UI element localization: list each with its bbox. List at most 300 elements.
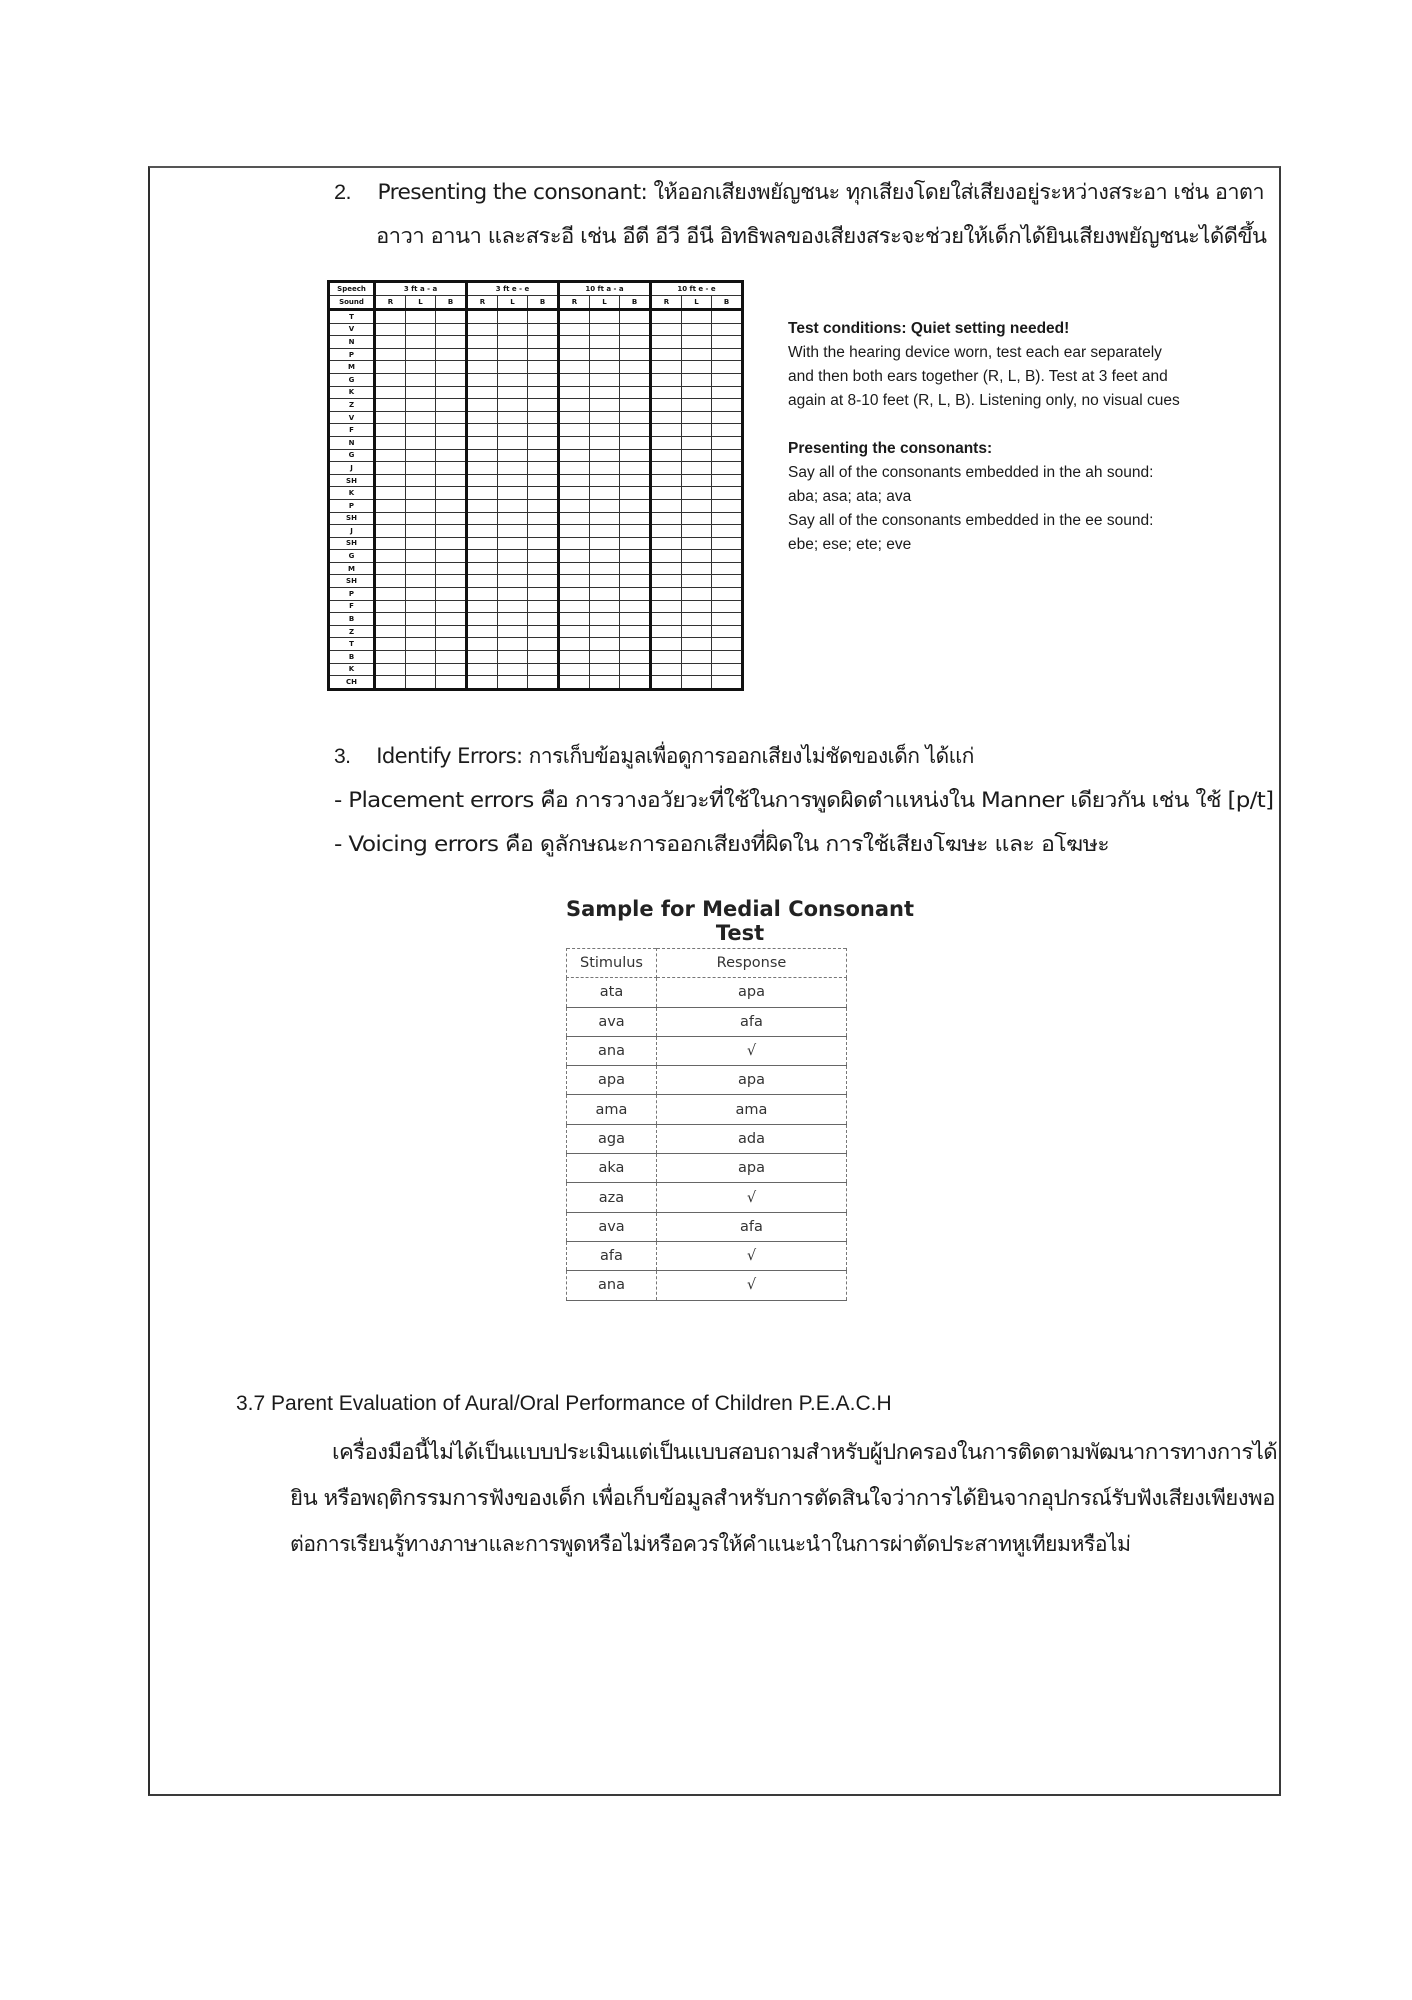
grid-response-cell[interactable] xyxy=(651,424,682,437)
grid-response-cell[interactable] xyxy=(528,411,559,424)
grid-response-cell[interactable] xyxy=(436,651,467,664)
grid-response-cell[interactable] xyxy=(406,336,436,349)
grid-response-cell[interactable] xyxy=(498,361,528,374)
grid-response-cell[interactable] xyxy=(651,411,682,424)
grid-response-cell[interactable] xyxy=(559,487,590,500)
grid-response-cell[interactable] xyxy=(559,588,590,601)
grid-response-cell[interactable] xyxy=(620,575,651,588)
grid-response-cell[interactable] xyxy=(620,663,651,676)
grid-response-cell[interactable] xyxy=(406,373,436,386)
grid-response-cell[interactable] xyxy=(528,348,559,361)
grid-response-cell[interactable] xyxy=(651,613,682,626)
grid-response-cell[interactable] xyxy=(467,449,498,462)
grid-response-cell[interactable] xyxy=(436,537,467,550)
grid-response-cell[interactable] xyxy=(712,562,743,575)
grid-response-cell[interactable] xyxy=(528,399,559,412)
grid-response-cell[interactable] xyxy=(436,638,467,651)
grid-response-cell[interactable] xyxy=(467,499,498,512)
grid-response-cell[interactable] xyxy=(559,336,590,349)
grid-response-cell[interactable] xyxy=(651,474,682,487)
grid-response-cell[interactable] xyxy=(528,361,559,374)
grid-response-cell[interactable] xyxy=(682,600,712,613)
grid-response-cell[interactable] xyxy=(559,474,590,487)
grid-response-cell[interactable] xyxy=(620,499,651,512)
grid-response-cell[interactable] xyxy=(712,676,743,690)
grid-response-cell[interactable] xyxy=(590,411,620,424)
grid-response-cell[interactable] xyxy=(436,361,467,374)
grid-response-cell[interactable] xyxy=(375,487,406,500)
grid-response-cell[interactable] xyxy=(498,625,528,638)
grid-response-cell[interactable] xyxy=(590,676,620,690)
grid-response-cell[interactable] xyxy=(651,323,682,336)
grid-response-cell[interactable] xyxy=(528,638,559,651)
grid-response-cell[interactable] xyxy=(467,651,498,664)
grid-response-cell[interactable] xyxy=(682,361,712,374)
grid-response-cell[interactable] xyxy=(375,562,406,575)
grid-response-cell[interactable] xyxy=(590,348,620,361)
grid-response-cell[interactable] xyxy=(436,436,467,449)
grid-response-cell[interactable] xyxy=(498,462,528,475)
grid-response-cell[interactable] xyxy=(467,323,498,336)
grid-response-cell[interactable] xyxy=(498,386,528,399)
grid-response-cell[interactable] xyxy=(498,562,528,575)
grid-response-cell[interactable] xyxy=(498,676,528,690)
grid-response-cell[interactable] xyxy=(406,399,436,412)
grid-response-cell[interactable] xyxy=(712,499,743,512)
grid-response-cell[interactable] xyxy=(559,462,590,475)
grid-response-cell[interactable] xyxy=(467,373,498,386)
grid-response-cell[interactable] xyxy=(682,436,712,449)
grid-response-cell[interactable] xyxy=(375,600,406,613)
grid-response-cell[interactable] xyxy=(712,537,743,550)
grid-response-cell[interactable] xyxy=(620,399,651,412)
grid-response-cell[interactable] xyxy=(651,449,682,462)
grid-response-cell[interactable] xyxy=(498,525,528,538)
grid-response-cell[interactable] xyxy=(712,348,743,361)
grid-response-cell[interactable] xyxy=(620,487,651,500)
grid-response-cell[interactable] xyxy=(375,323,406,336)
grid-response-cell[interactable] xyxy=(528,436,559,449)
grid-response-cell[interactable] xyxy=(682,474,712,487)
grid-response-cell[interactable] xyxy=(436,487,467,500)
grid-response-cell[interactable] xyxy=(712,361,743,374)
grid-response-cell[interactable] xyxy=(559,323,590,336)
grid-response-cell[interactable] xyxy=(528,537,559,550)
grid-response-cell[interactable] xyxy=(467,462,498,475)
grid-response-cell[interactable] xyxy=(682,310,712,324)
grid-response-cell[interactable] xyxy=(559,436,590,449)
grid-response-cell[interactable] xyxy=(712,512,743,525)
grid-response-cell[interactable] xyxy=(620,348,651,361)
grid-response-cell[interactable] xyxy=(528,424,559,437)
grid-response-cell[interactable] xyxy=(682,613,712,626)
grid-response-cell[interactable] xyxy=(436,525,467,538)
grid-response-cell[interactable] xyxy=(712,613,743,626)
grid-response-cell[interactable] xyxy=(682,411,712,424)
grid-response-cell[interactable] xyxy=(528,386,559,399)
grid-response-cell[interactable] xyxy=(682,562,712,575)
grid-response-cell[interactable] xyxy=(436,676,467,690)
grid-response-cell[interactable] xyxy=(651,462,682,475)
grid-response-cell[interactable] xyxy=(498,638,528,651)
grid-response-cell[interactable] xyxy=(590,600,620,613)
grid-response-cell[interactable] xyxy=(712,638,743,651)
grid-response-cell[interactable] xyxy=(590,310,620,324)
grid-response-cell[interactable] xyxy=(590,487,620,500)
grid-response-cell[interactable] xyxy=(682,638,712,651)
grid-response-cell[interactable] xyxy=(375,348,406,361)
grid-response-cell[interactable] xyxy=(498,600,528,613)
grid-response-cell[interactable] xyxy=(375,499,406,512)
grid-response-cell[interactable] xyxy=(559,373,590,386)
grid-response-cell[interactable] xyxy=(467,663,498,676)
grid-response-cell[interactable] xyxy=(651,310,682,324)
grid-response-cell[interactable] xyxy=(375,449,406,462)
grid-response-cell[interactable] xyxy=(528,588,559,601)
grid-response-cell[interactable] xyxy=(590,588,620,601)
grid-response-cell[interactable] xyxy=(467,399,498,412)
grid-response-cell[interactable] xyxy=(406,474,436,487)
grid-response-cell[interactable] xyxy=(712,663,743,676)
grid-response-cell[interactable] xyxy=(528,487,559,500)
grid-response-cell[interactable] xyxy=(498,499,528,512)
grid-response-cell[interactable] xyxy=(375,651,406,664)
grid-response-cell[interactable] xyxy=(436,310,467,324)
grid-response-cell[interactable] xyxy=(620,424,651,437)
grid-response-cell[interactable] xyxy=(651,550,682,563)
grid-response-cell[interactable] xyxy=(467,436,498,449)
grid-response-cell[interactable] xyxy=(651,348,682,361)
grid-response-cell[interactable] xyxy=(559,424,590,437)
grid-response-cell[interactable] xyxy=(498,512,528,525)
grid-response-cell[interactable] xyxy=(528,562,559,575)
grid-response-cell[interactable] xyxy=(436,399,467,412)
grid-response-cell[interactable] xyxy=(498,373,528,386)
grid-response-cell[interactable] xyxy=(436,625,467,638)
grid-response-cell[interactable] xyxy=(375,512,406,525)
grid-response-cell[interactable] xyxy=(712,474,743,487)
grid-response-cell[interactable] xyxy=(651,588,682,601)
grid-response-cell[interactable] xyxy=(682,512,712,525)
grid-response-cell[interactable] xyxy=(528,525,559,538)
grid-response-cell[interactable] xyxy=(682,525,712,538)
grid-response-cell[interactable] xyxy=(682,550,712,563)
grid-response-cell[interactable] xyxy=(498,474,528,487)
grid-response-cell[interactable] xyxy=(590,336,620,349)
grid-response-cell[interactable] xyxy=(590,625,620,638)
grid-response-cell[interactable] xyxy=(375,575,406,588)
grid-response-cell[interactable] xyxy=(590,537,620,550)
grid-response-cell[interactable] xyxy=(436,474,467,487)
grid-response-cell[interactable] xyxy=(712,373,743,386)
grid-response-cell[interactable] xyxy=(559,625,590,638)
grid-response-cell[interactable] xyxy=(651,336,682,349)
grid-response-cell[interactable] xyxy=(651,676,682,690)
grid-response-cell[interactable] xyxy=(528,499,559,512)
grid-response-cell[interactable] xyxy=(590,651,620,664)
grid-response-cell[interactable] xyxy=(682,424,712,437)
grid-response-cell[interactable] xyxy=(559,512,590,525)
grid-response-cell[interactable] xyxy=(406,638,436,651)
grid-response-cell[interactable] xyxy=(406,323,436,336)
grid-response-cell[interactable] xyxy=(498,537,528,550)
grid-response-cell[interactable] xyxy=(406,575,436,588)
grid-response-cell[interactable] xyxy=(651,562,682,575)
grid-response-cell[interactable] xyxy=(498,651,528,664)
grid-response-cell[interactable] xyxy=(436,600,467,613)
grid-response-cell[interactable] xyxy=(375,537,406,550)
grid-response-cell[interactable] xyxy=(498,588,528,601)
grid-response-cell[interactable] xyxy=(620,588,651,601)
grid-response-cell[interactable] xyxy=(467,537,498,550)
grid-response-cell[interactable] xyxy=(682,373,712,386)
grid-response-cell[interactable] xyxy=(436,373,467,386)
grid-response-cell[interactable] xyxy=(375,676,406,690)
grid-response-cell[interactable] xyxy=(528,449,559,462)
grid-response-cell[interactable] xyxy=(651,373,682,386)
grid-response-cell[interactable] xyxy=(620,512,651,525)
grid-response-cell[interactable] xyxy=(467,310,498,324)
grid-response-cell[interactable] xyxy=(590,638,620,651)
grid-response-cell[interactable] xyxy=(436,562,467,575)
grid-response-cell[interactable] xyxy=(375,336,406,349)
grid-response-cell[interactable] xyxy=(559,550,590,563)
grid-response-cell[interactable] xyxy=(559,399,590,412)
grid-response-cell[interactable] xyxy=(651,537,682,550)
grid-response-cell[interactable] xyxy=(620,462,651,475)
grid-response-cell[interactable] xyxy=(620,562,651,575)
grid-response-cell[interactable] xyxy=(682,336,712,349)
grid-response-cell[interactable] xyxy=(682,575,712,588)
grid-response-cell[interactable] xyxy=(406,651,436,664)
grid-response-cell[interactable] xyxy=(406,386,436,399)
grid-response-cell[interactable] xyxy=(712,323,743,336)
grid-response-cell[interactable] xyxy=(620,436,651,449)
grid-response-cell[interactable] xyxy=(651,600,682,613)
grid-response-cell[interactable] xyxy=(682,449,712,462)
grid-response-cell[interactable] xyxy=(651,512,682,525)
grid-response-cell[interactable] xyxy=(559,575,590,588)
grid-response-cell[interactable] xyxy=(498,348,528,361)
grid-response-cell[interactable] xyxy=(559,499,590,512)
grid-response-cell[interactable] xyxy=(651,361,682,374)
grid-response-cell[interactable] xyxy=(436,663,467,676)
grid-response-cell[interactable] xyxy=(651,386,682,399)
grid-response-cell[interactable] xyxy=(406,487,436,500)
grid-response-cell[interactable] xyxy=(620,676,651,690)
grid-response-cell[interactable] xyxy=(559,386,590,399)
grid-response-cell[interactable] xyxy=(590,562,620,575)
grid-response-cell[interactable] xyxy=(712,462,743,475)
grid-response-cell[interactable] xyxy=(436,512,467,525)
grid-response-cell[interactable] xyxy=(590,613,620,626)
grid-response-cell[interactable] xyxy=(498,424,528,437)
grid-response-cell[interactable] xyxy=(375,411,406,424)
grid-response-cell[interactable] xyxy=(467,525,498,538)
grid-response-cell[interactable] xyxy=(620,386,651,399)
grid-response-cell[interactable] xyxy=(406,562,436,575)
grid-response-cell[interactable] xyxy=(559,562,590,575)
grid-response-cell[interactable] xyxy=(406,600,436,613)
grid-response-cell[interactable] xyxy=(590,399,620,412)
grid-response-cell[interactable] xyxy=(467,474,498,487)
grid-response-cell[interactable] xyxy=(651,625,682,638)
grid-response-cell[interactable] xyxy=(406,537,436,550)
grid-response-cell[interactable] xyxy=(375,613,406,626)
grid-response-cell[interactable] xyxy=(620,625,651,638)
grid-response-cell[interactable] xyxy=(528,462,559,475)
grid-response-cell[interactable] xyxy=(528,474,559,487)
grid-response-cell[interactable] xyxy=(651,499,682,512)
grid-response-cell[interactable] xyxy=(620,525,651,538)
grid-response-cell[interactable] xyxy=(375,361,406,374)
grid-response-cell[interactable] xyxy=(467,562,498,575)
grid-response-cell[interactable] xyxy=(559,449,590,462)
grid-response-cell[interactable] xyxy=(498,575,528,588)
grid-response-cell[interactable] xyxy=(682,487,712,500)
grid-response-cell[interactable] xyxy=(375,386,406,399)
grid-response-cell[interactable] xyxy=(375,625,406,638)
grid-response-cell[interactable] xyxy=(436,336,467,349)
grid-response-cell[interactable] xyxy=(375,525,406,538)
grid-response-cell[interactable] xyxy=(620,449,651,462)
grid-response-cell[interactable] xyxy=(620,323,651,336)
grid-response-cell[interactable] xyxy=(467,411,498,424)
grid-response-cell[interactable] xyxy=(498,399,528,412)
grid-response-cell[interactable] xyxy=(467,361,498,374)
grid-response-cell[interactable] xyxy=(375,310,406,324)
grid-response-cell[interactable] xyxy=(590,462,620,475)
grid-response-cell[interactable] xyxy=(498,449,528,462)
grid-response-cell[interactable] xyxy=(406,449,436,462)
grid-response-cell[interactable] xyxy=(590,436,620,449)
grid-response-cell[interactable] xyxy=(682,651,712,664)
grid-response-cell[interactable] xyxy=(528,651,559,664)
grid-response-cell[interactable] xyxy=(712,424,743,437)
grid-response-cell[interactable] xyxy=(590,323,620,336)
grid-response-cell[interactable] xyxy=(682,323,712,336)
grid-response-cell[interactable] xyxy=(406,361,436,374)
grid-response-cell[interactable] xyxy=(498,487,528,500)
grid-response-cell[interactable] xyxy=(498,550,528,563)
grid-response-cell[interactable] xyxy=(406,676,436,690)
grid-response-cell[interactable] xyxy=(498,310,528,324)
grid-response-cell[interactable] xyxy=(467,575,498,588)
grid-response-cell[interactable] xyxy=(467,487,498,500)
grid-response-cell[interactable] xyxy=(712,487,743,500)
grid-response-cell[interactable] xyxy=(467,600,498,613)
grid-response-cell[interactable] xyxy=(712,399,743,412)
grid-response-cell[interactable] xyxy=(375,399,406,412)
grid-response-cell[interactable] xyxy=(712,436,743,449)
grid-response-cell[interactable] xyxy=(406,348,436,361)
grid-response-cell[interactable] xyxy=(467,336,498,349)
grid-response-cell[interactable] xyxy=(590,424,620,437)
grid-response-cell[interactable] xyxy=(498,613,528,626)
grid-response-cell[interactable] xyxy=(406,588,436,601)
grid-response-cell[interactable] xyxy=(682,499,712,512)
grid-response-cell[interactable] xyxy=(406,499,436,512)
grid-response-cell[interactable] xyxy=(620,373,651,386)
grid-response-cell[interactable] xyxy=(375,436,406,449)
grid-response-cell[interactable] xyxy=(375,638,406,651)
grid-response-cell[interactable] xyxy=(620,310,651,324)
grid-response-cell[interactable] xyxy=(712,600,743,613)
grid-response-cell[interactable] xyxy=(559,525,590,538)
grid-response-cell[interactable] xyxy=(651,487,682,500)
grid-response-cell[interactable] xyxy=(559,638,590,651)
grid-response-cell[interactable] xyxy=(436,575,467,588)
grid-response-cell[interactable] xyxy=(436,613,467,626)
grid-response-cell[interactable] xyxy=(528,663,559,676)
grid-response-cell[interactable] xyxy=(436,411,467,424)
grid-response-cell[interactable] xyxy=(559,361,590,374)
grid-response-cell[interactable] xyxy=(712,651,743,664)
grid-response-cell[interactable] xyxy=(498,336,528,349)
grid-response-cell[interactable] xyxy=(406,625,436,638)
grid-response-cell[interactable] xyxy=(682,663,712,676)
grid-response-cell[interactable] xyxy=(436,323,467,336)
grid-response-cell[interactable] xyxy=(559,537,590,550)
grid-response-cell[interactable] xyxy=(559,600,590,613)
grid-response-cell[interactable] xyxy=(559,663,590,676)
grid-response-cell[interactable] xyxy=(528,512,559,525)
grid-response-cell[interactable] xyxy=(559,676,590,690)
grid-response-cell[interactable] xyxy=(590,550,620,563)
grid-response-cell[interactable] xyxy=(467,588,498,601)
grid-response-cell[interactable] xyxy=(651,525,682,538)
grid-response-cell[interactable] xyxy=(528,676,559,690)
grid-response-cell[interactable] xyxy=(590,499,620,512)
grid-response-cell[interactable] xyxy=(375,373,406,386)
grid-response-cell[interactable] xyxy=(651,436,682,449)
grid-response-cell[interactable] xyxy=(467,386,498,399)
grid-response-cell[interactable] xyxy=(498,436,528,449)
grid-response-cell[interactable] xyxy=(528,336,559,349)
grid-response-cell[interactable] xyxy=(651,399,682,412)
grid-response-cell[interactable] xyxy=(467,676,498,690)
grid-response-cell[interactable] xyxy=(620,537,651,550)
grid-response-cell[interactable] xyxy=(436,550,467,563)
grid-response-cell[interactable] xyxy=(590,474,620,487)
grid-response-cell[interactable] xyxy=(559,613,590,626)
grid-response-cell[interactable] xyxy=(712,625,743,638)
grid-response-cell[interactable] xyxy=(467,550,498,563)
grid-response-cell[interactable] xyxy=(712,336,743,349)
grid-response-cell[interactable] xyxy=(436,424,467,437)
grid-response-cell[interactable] xyxy=(590,361,620,374)
grid-response-cell[interactable] xyxy=(406,462,436,475)
grid-response-cell[interactable] xyxy=(498,323,528,336)
grid-response-cell[interactable] xyxy=(712,550,743,563)
grid-response-cell[interactable] xyxy=(620,411,651,424)
grid-response-cell[interactable] xyxy=(406,436,436,449)
grid-response-cell[interactable] xyxy=(406,550,436,563)
grid-response-cell[interactable] xyxy=(375,663,406,676)
grid-response-cell[interactable] xyxy=(406,663,436,676)
grid-response-cell[interactable] xyxy=(620,361,651,374)
grid-response-cell[interactable] xyxy=(682,588,712,601)
grid-response-cell[interactable] xyxy=(528,550,559,563)
grid-response-cell[interactable] xyxy=(406,411,436,424)
grid-response-cell[interactable] xyxy=(528,575,559,588)
grid-response-cell[interactable] xyxy=(436,462,467,475)
grid-response-cell[interactable] xyxy=(651,575,682,588)
grid-response-cell[interactable] xyxy=(682,537,712,550)
grid-response-cell[interactable] xyxy=(375,550,406,563)
grid-response-cell[interactable] xyxy=(406,525,436,538)
grid-response-cell[interactable] xyxy=(436,386,467,399)
